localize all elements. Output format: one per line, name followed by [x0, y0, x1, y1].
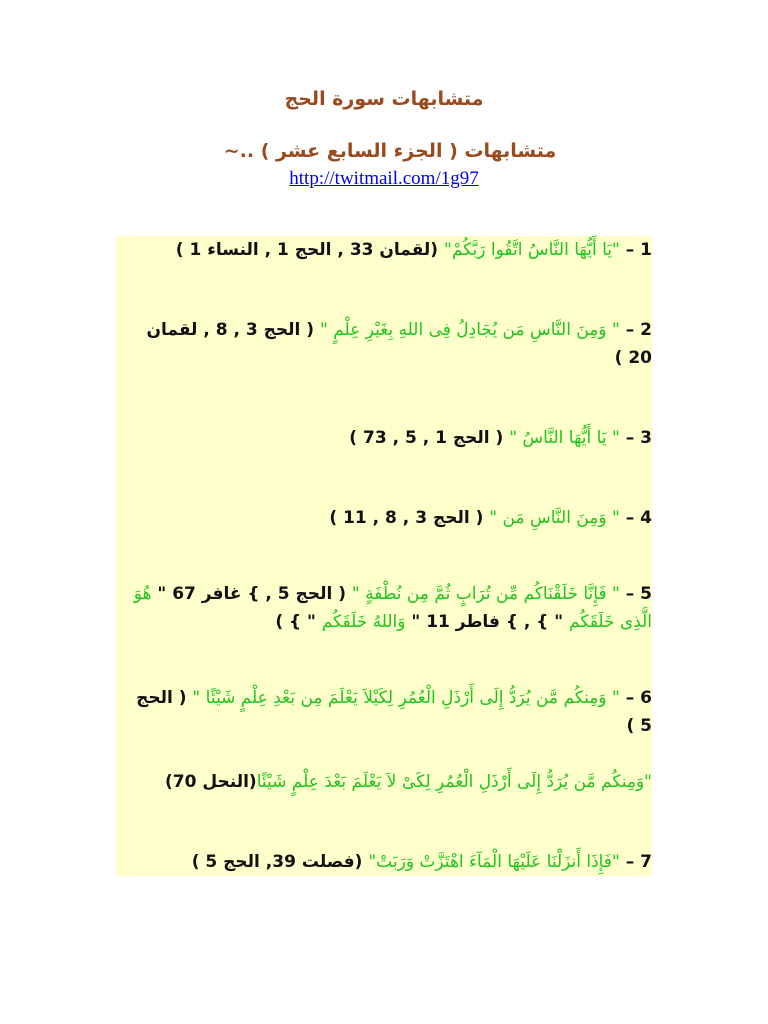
page-subtitle: متشابهات ( الجزء السابع عشر ) ..~: [223, 140, 557, 162]
page-title: متشابهات سورة الحج: [284, 88, 484, 110]
verse-text: " وَمِنَ النَّاسِ مَن يُجَادِلُ فِى اللهِ بِغَيْرِ عِلْمٍ ": [319, 320, 620, 340]
list-item-5: [128, 580, 652, 636]
verse-text: " وَمِنكُم مَّن يُرَدُّ إِلَى أَرْذَلِ الْعُمُرِ لِكَيْلاَ يَعْلَمَ مِن بَعْدِ عِلْمٍ شَيْئًا ": [192, 688, 620, 708]
verse-reference: " } ): [275, 612, 322, 632]
verse-reference: ( الحج 3 , 8 , لقمان 20 ): [146, 320, 652, 368]
list-item-7: [128, 848, 652, 876]
item-number: 1 –: [619, 240, 652, 260]
verse-reference: ( الحج 5 , } غافر 67 ": [151, 584, 352, 604]
item-number: 4 –: [619, 508, 652, 528]
verse-text: " فَإِنَّا خَلَقْنَاكُم مِّن تُرَابٍ ثُمَّ مِن نُطْفَةٍ ": [351, 584, 620, 604]
verse-text: "وَمِنكُم مَّن يُرَدُّ إِلَى أَرْذَلِ الْعُمُرِ لِكَىْ لاَ يَعْلَمَ بَعْدَ عِلْمٍ شَيْئًا: [256, 772, 652, 792]
list-item-4: [128, 504, 652, 532]
verse-reference: ( الحج 5 ): [136, 688, 652, 736]
verse-text: هُوَ الَّذِى خَلَقَكُم: [133, 584, 652, 632]
verse-text: "فَإِذَا أَنزَلْنَا عَلَيْهَا الْمَآءَ اهْتَزَّتْ وَرَبَتْ": [368, 852, 620, 872]
item-number: 6 –: [619, 688, 652, 708]
item-number: 3 –: [619, 428, 652, 448]
verse-reference: (لقمان 33 , الحج 1 , النساء 1 ): [175, 240, 444, 260]
list-item-1: [128, 236, 652, 264]
item-number: 7 –: [619, 852, 652, 872]
verse-text: "يَا أَيُّهَا النَّاسُ اتَّقُوا رَبَّكُمْ": [444, 240, 620, 260]
verse-text: " وَمِنَ النَّاسِ مَن ": [489, 508, 620, 528]
verse-reference: " } , } فاطر 11 ": [405, 612, 570, 632]
item-number: 5 –: [619, 584, 652, 604]
verse-reference: (النحل 70): [164, 772, 257, 792]
item-number: 2 –: [619, 320, 652, 340]
verse-reference: ( الحج 3 , 8 , 11 ): [329, 508, 490, 528]
list-item-6b: [128, 768, 652, 796]
verse-text: وَاللهُ خَلَقَكُم: [321, 612, 406, 632]
source-link[interactable]: http://twitmail.com/1g97: [289, 168, 479, 189]
list-item-6: [128, 684, 652, 740]
verse-reference: ( الحج 1 , 5 , 73 ): [349, 428, 510, 448]
verse-text: " يَا أَيُّهَا النَّاسُ ": [509, 428, 620, 448]
list-item-2: [128, 316, 652, 372]
verse-reference: (فصلت 39, الحج 5 ): [191, 852, 369, 872]
list-item-3: [128, 424, 652, 452]
